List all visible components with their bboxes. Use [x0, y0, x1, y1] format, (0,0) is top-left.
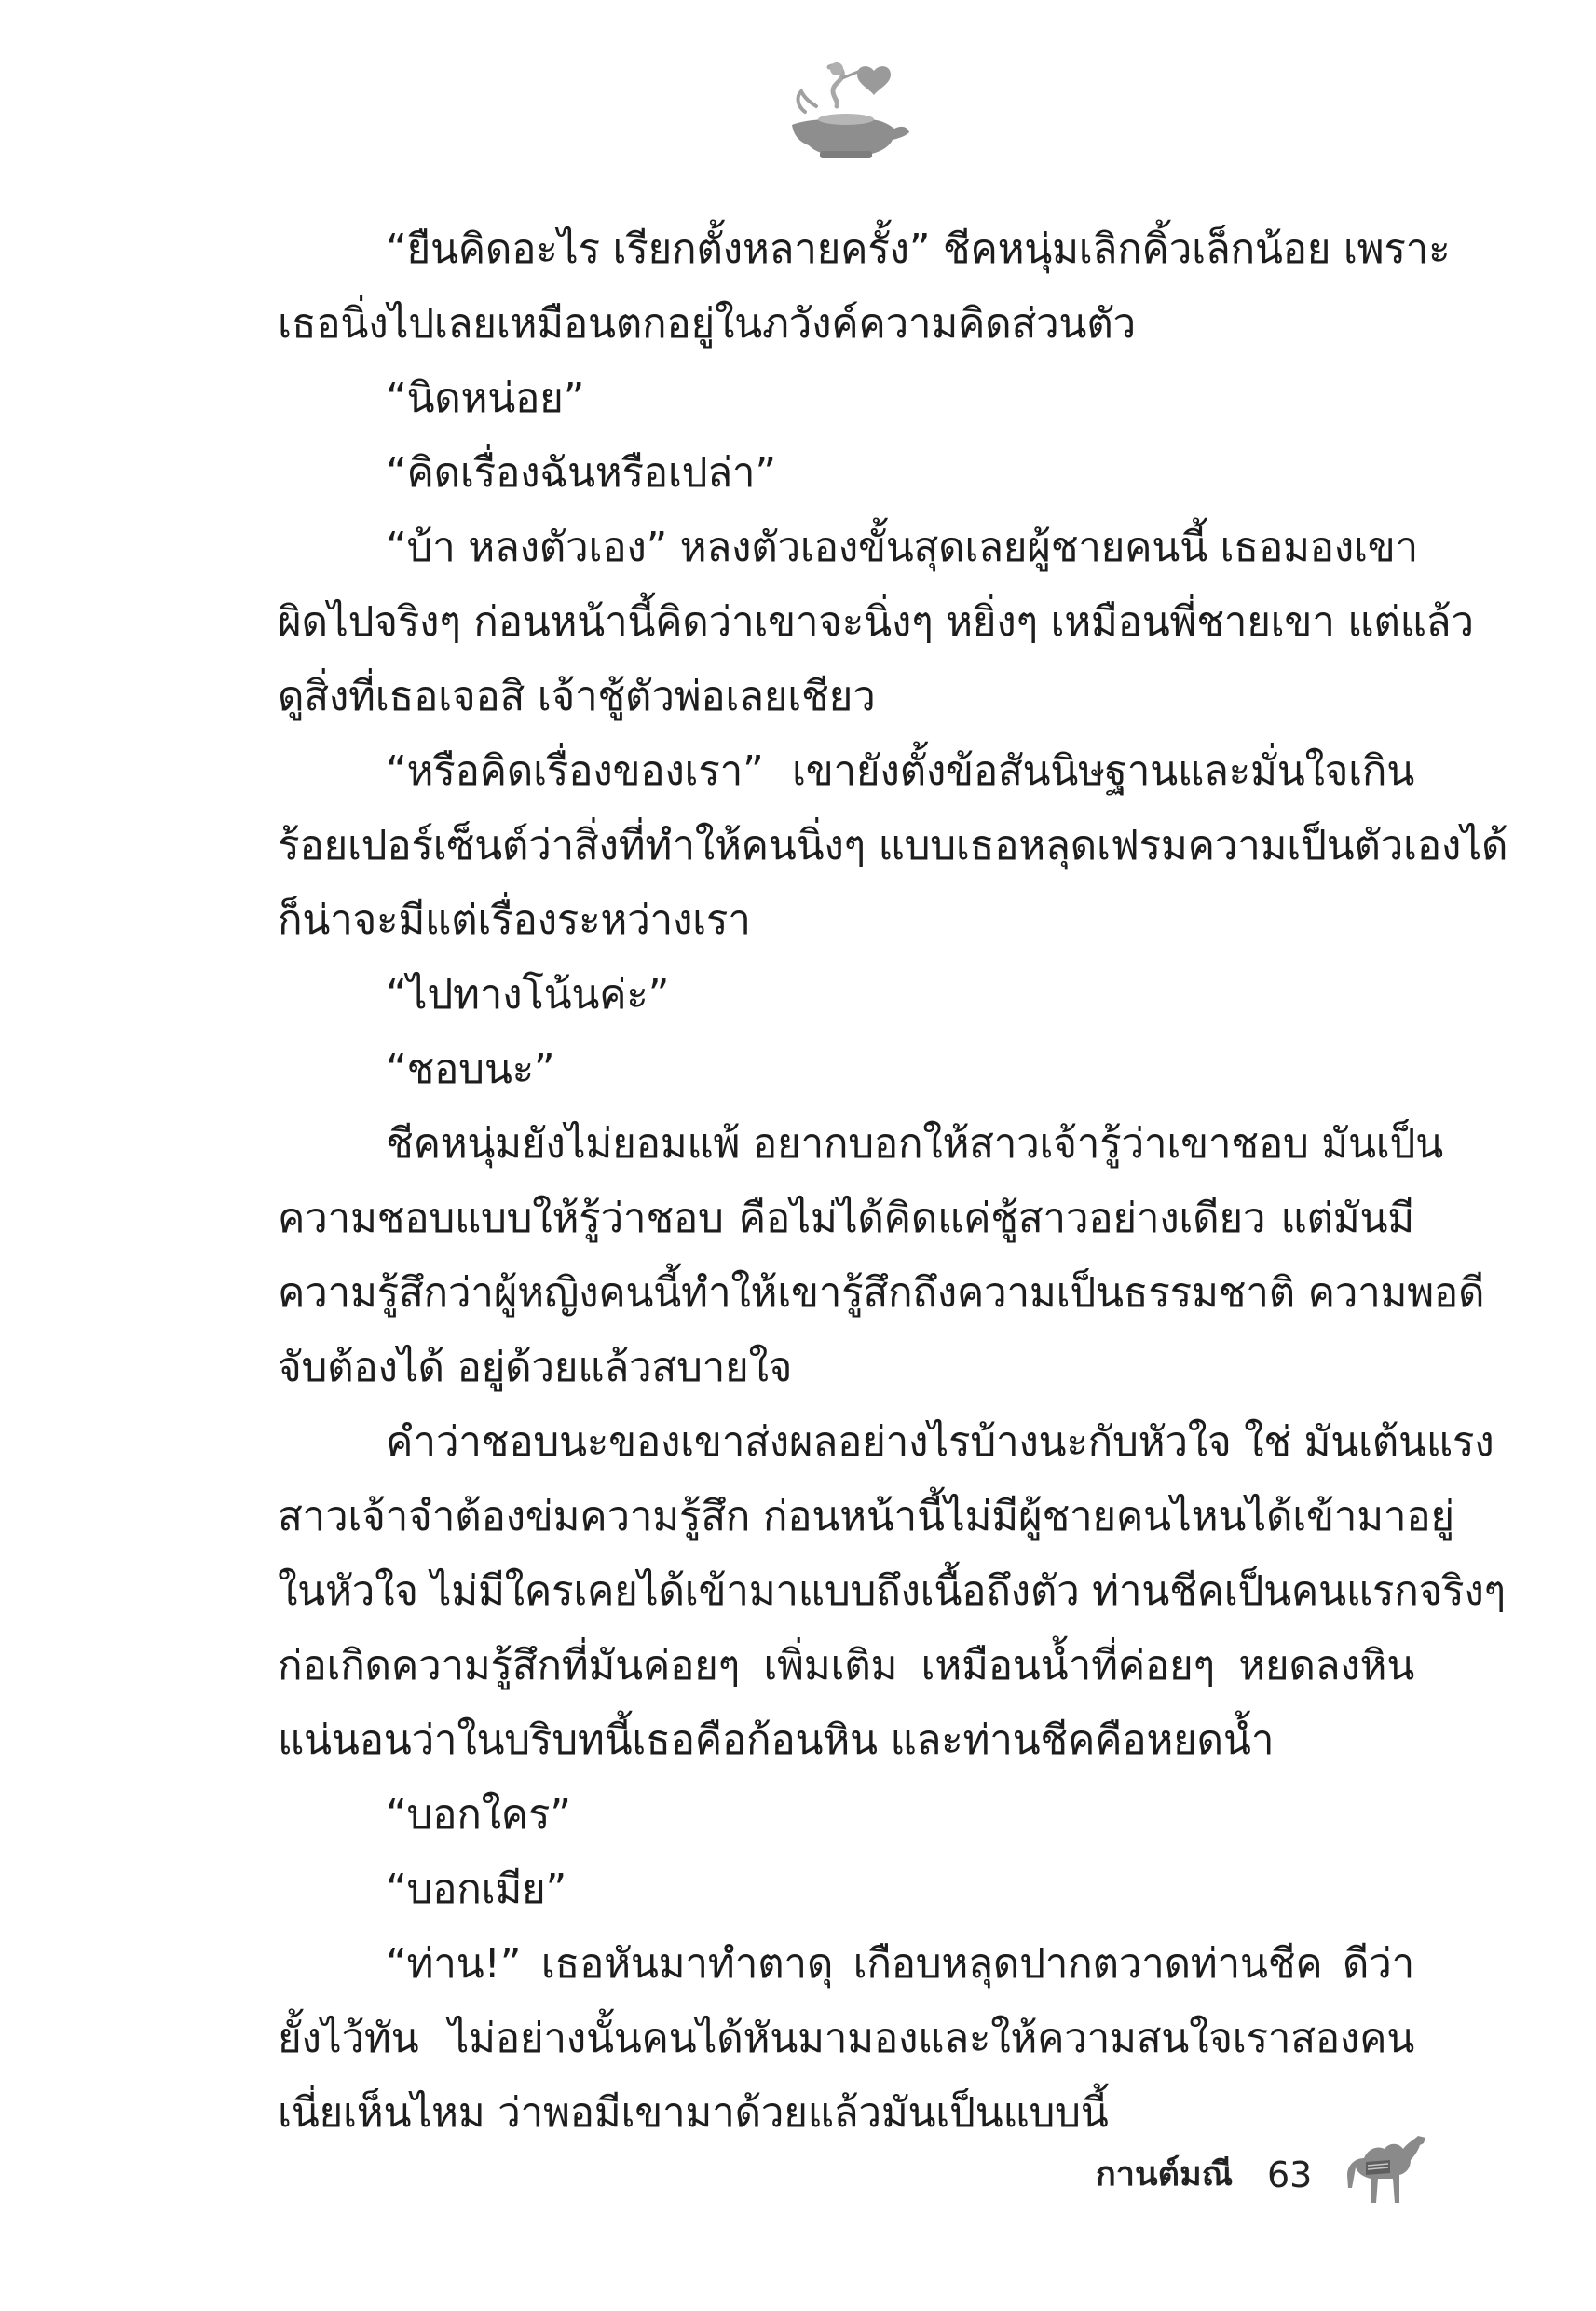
text-line: “ท่าน!” เธอหันมาทำตาดุ เกือบหลุดปากตวาดท่านชีค ดีว่า	[386, 1940, 1414, 1988]
text-line: ดูสิ่งที่เธอเจอสิ เจ้าชู้ตัวพ่อเลยเชียว	[278, 673, 876, 720]
text-line: “ไปทางโน้นค่ะ”	[386, 971, 670, 1019]
text-line: “ชอบนะ”	[386, 1046, 555, 1093]
book-title: กานต์มณี	[1096, 2155, 1234, 2194]
text-line: ความรู้สึกว่าผู้หญิงคนนี้ทำให้เขารู้สึกถึงความเป็นธรรมชาติ ความพอดี	[278, 1269, 1485, 1317]
text-line: ในหัวใจ ไม่มีใครเคยได้เข้ามาแบบถึงเนื้อถึงตัว ท่านชีคเป็นคนแรกจริงๆ	[278, 1567, 1506, 1615]
text-line: ก็น่าจะมีแต่เรื่องระหว่างเรา	[278, 896, 751, 944]
text-line: ก่อเกิดความรู้สึกที่มันค่อยๆ เพิ่มเติม เหมือนน้ำที่ค่อยๆ หยดลงหิน	[278, 1642, 1414, 1689]
genie-lamp-icon	[764, 58, 913, 162]
text-line: เธอนิ่งไปเลยเหมือนตกอยู่ในภวังค์ความคิดส่วนตัว	[278, 300, 1136, 348]
text-line: “คิดเรื่องฉันหรือเปล่า”	[386, 449, 776, 497]
text-line: “นิดหน่อย”	[386, 375, 585, 422]
page-number: 63	[1267, 2154, 1313, 2195]
text-line: เนี่ยเห็นไหม ว่าพอมีเขามาด้วยแล้วมันเป็นแบบนี้	[278, 2089, 1109, 2137]
text-line: “บอกใคร”	[386, 1791, 571, 1839]
text-line: “บอกเมีย”	[386, 1866, 567, 1913]
text-line: ความชอบแบบให้รู้ว่าชอบ คือไม่ได้คิดแค่ชู้สาวอย่างเดียว แต่มันมี	[278, 1195, 1414, 1242]
text-line: แน่นอนว่าในบริบทนี้เธอคือก้อนหิน และท่านชีคคือหยดน้ำ	[278, 1716, 1275, 1764]
text-line: ชีคหนุ่มยังไม่ยอมแพ้ อยากบอกให้สาวเจ้ารู้ว่าเขาชอบ มันเป็น	[386, 1120, 1443, 1168]
text-line: คำว่าชอบนะของเขาส่งผลอย่างไรบ้างนะกับหัวใจ ใช่ มันเต้นแรง	[386, 1418, 1494, 1466]
camel-icon	[1338, 2134, 1431, 2210]
text-line: จับต้องได้ อยู่ด้วยแล้วสบายใจ	[278, 1344, 793, 1391]
text-line: ร้อยเปอร์เซ็นต์ว่าสิ่งที่ทำให้คนนิ่งๆ แบบเธอหลุดเฟรมความเป็นตัวเองได้	[278, 822, 1508, 869]
text-line: ผิดไปจริงๆ ก่อนหน้านี้คิดว่าเขาจะนิ่งๆ หยิ่งๆ เหมือนพี่ชายเขา แต่แล้ว	[278, 598, 1474, 646]
text-line: “บ้า หลงตัวเอง” หลงตัวเองขั้นสุดเลยผู้ชายคนนี้ เธอมองเขา	[386, 524, 1418, 571]
text-line: ยั้งไว้ทัน ไม่อย่างนั้นคนได้หันมามองและให้ความสนใจเราสองคน	[278, 2015, 1414, 2062]
text-line: “หรือคิดเรื่องของเรา” เขายังตั้งข้อสันนิษฐานและมั่นใจเกิน	[386, 747, 1414, 795]
text-line: สาวเจ้าจำต้องข่มความรู้สึก ก่อนหน้านี้ไม่มีผู้ชายคนไหนได้เข้ามาอยู่	[278, 1493, 1454, 1540]
text-line: “ยืนคิดอะไร เรียกตั้งหลายครั้ง” ชีคหนุ่มเลิกคิ้วเล็กน้อย เพราะ	[386, 226, 1451, 273]
page-footer	[1081, 2134, 1453, 2218]
